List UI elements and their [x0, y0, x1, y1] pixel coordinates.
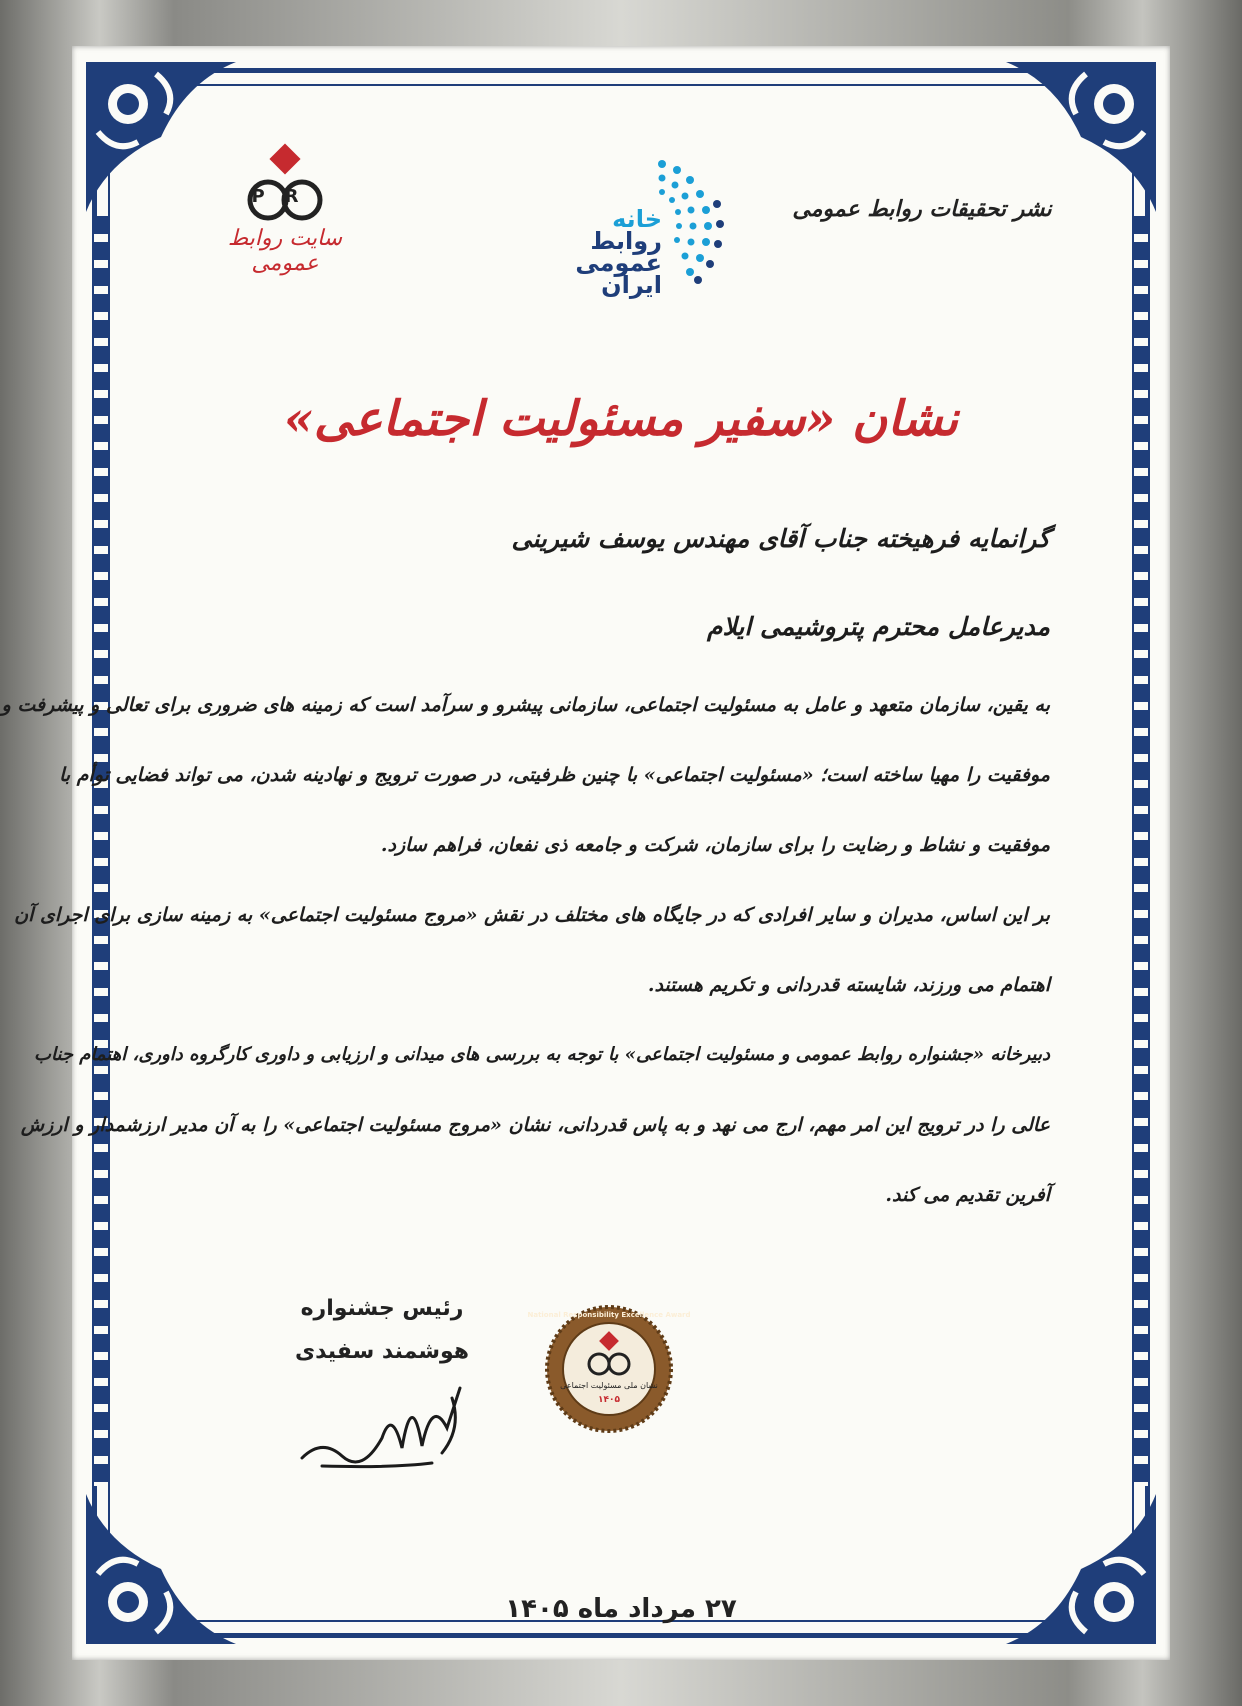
- body-line-8: آفرین تقدیم می کند.: [885, 1184, 1050, 1206]
- signature-name: هوشمند سفیدی: [294, 1339, 470, 1364]
- seal-ring-text: National Responsibility Excellence Award: [527, 1311, 691, 1319]
- body-line-3: موفقیت و نشاط و رضایت را برای سازمان، شرکت و جامعه ذی نفعان، فراهم سازد.: [380, 834, 1050, 856]
- body-line-6: دبیرخانه «جشنواره روابط عمومی و مسئولیت اجتماعی» با توجه به بررسی های میدانی و ارزیابی و داوری کارگروه داوری، اهتمام جناب: [34, 1044, 1050, 1065]
- certificate-title: نشان «سفیر مسئولیت اجتماعی»: [283, 391, 959, 447]
- body-line-4: بر این اساس، مدیران و سایر افرادی که در جایگاه های مختلف در نقش «مروج مسئولیت اجتماعی» به زمینه سازی برای اجرای آن: [14, 904, 1050, 926]
- signature-block: [252, 1296, 512, 1482]
- center-logo-line-4: ایران: [601, 271, 662, 299]
- center-logo-line-3: عمومی: [575, 249, 662, 277]
- handwritten-signature-icon: [282, 1368, 482, 1478]
- pr-research-publishing-logo: نشر تحقیقات روابط عمومی: [792, 196, 1052, 222]
- pr-logo-letters: PR: [251, 186, 319, 207]
- seal-caption: نشان ملی مسئولیت اجتماعی: [560, 1381, 658, 1390]
- corner-ornament-top-right: [1006, 62, 1156, 212]
- body-line-1: به یقین، سازمان متعهد و عامل به مسئولیت اجتماعی، سازمانی پیشرو و سرآمد است که زمینه های ضروری برای تعالی و پیشرفت و: [1, 694, 1050, 716]
- national-award-seal: [527, 1304, 691, 1434]
- recipient-position: مدیرعامل محترم پتروشیمی ایلام: [706, 612, 1050, 641]
- pr-site-logo: [200, 146, 370, 276]
- iran-pr-house-logo: [512, 144, 742, 334]
- recipient-greeting: گرانمایه فرهیخته جناب آقای مهندس یوسف شیرینی: [511, 524, 1050, 553]
- body-line-5: اهتمام می ورزند، شایسته قدردانی و تکریم هستند.: [647, 974, 1050, 996]
- body-line-2: موفقیت را مهیا ساخته است؛ «مسئولیت اجتماعی» با چنین ظرفیتی، در صورت ترویج و نهادینه شدن، می تواند فضایی توأم با: [59, 764, 1050, 786]
- body-line-7: عالی را در ترویج این امر مهم، ارج می نهد و به پاس قدردانی، نشان «مروج مسئولیت اجتماعی» را به آن مدیر ارزشمدار و ارزش: [20, 1114, 1050, 1136]
- seal-year: ۱۴۰۵: [598, 1395, 620, 1405]
- center-logo-line-2: روابط: [590, 227, 662, 255]
- certificate-paper: [1, 46, 1170, 1660]
- pr-logo-caption: سایت روابط عمومی: [227, 226, 343, 276]
- issue-date: ۲۷ مرداد ماه ۱۴۰۵: [505, 1594, 737, 1624]
- center-logo-line-1: خانه: [612, 205, 662, 233]
- signature-role: رئیس جشنواره: [300, 1296, 464, 1321]
